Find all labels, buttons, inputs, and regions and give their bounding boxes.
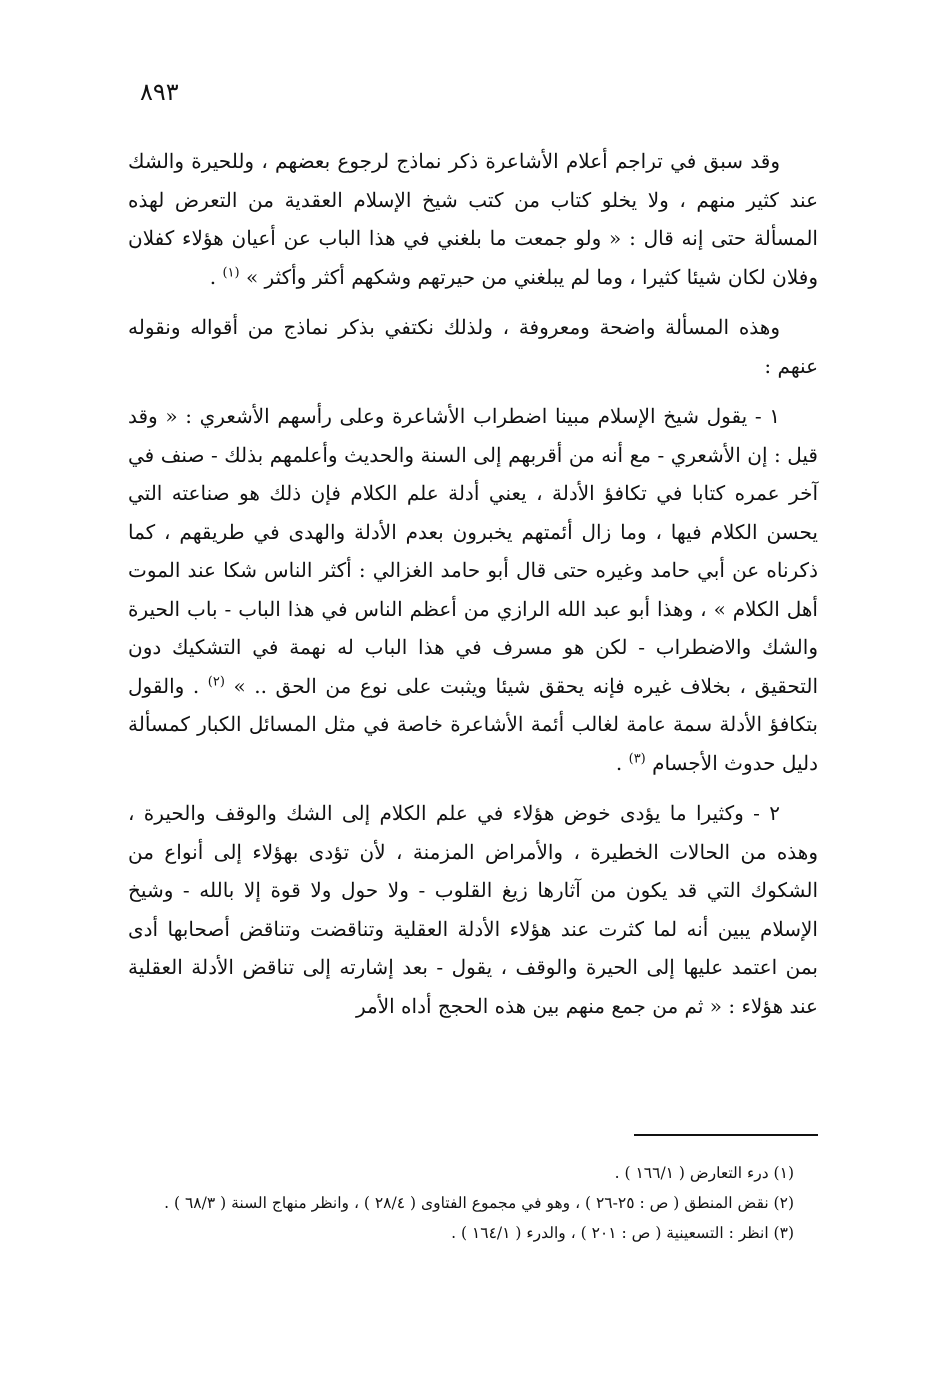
paragraph-point-2 — [128, 794, 818, 1025]
paragraph-text: ٢ - وكثيرا ما يؤدى خوض هؤلاء في علم الكلام إلى الشك والوقف والحيرة ، وهذه من الحالات الخطيرة ، والأمراض المزمنة ، لأن تؤدى بهؤلاء إلى أنواع من الشكوك التي قد يكون من آثارها زيغ القلوب - ولا حول ولا قوة إلا بالله - وشيخ الإسلام يبين أنه لما كثرت عند هؤلاء الأدلة العقلية وتناقضت وتناقض أصحابها أدى بمن اعتمد عليها إلى الحيرة والوقف ، يقول - بعد إشارته إلى تناقض الأدلة العقلية عند هؤلاء : « ثم من جمع منهم بين هذه الحجج أداه الأمر — [128, 801, 818, 1018]
end-mark: . — [615, 750, 623, 775]
paragraph-text: ١ - يقول شيخ الإسلام مبينا اضطراب الأشاعرة وعلى رأسهم الأشعري : « وقد قيل : إن الأشعري - مع أنه من أقربهم إلى السنة والحديث وأعلمهم بذلك - صنف في آخر عمره كتابا في تكافؤ الأدلة ، يعني أدلة علم الكلام فإن ذلك هو صناعته التي يحسن الكلام فيها ، وما زال أئمتهم يخبرون بعدم الأدلة والهدى في طريقهم ، كما ذكرناه عن أبي حامد وغيره حتى قال أبو حامد الغزالي : أكثر الناس شكا عند الموت أهل الكلام » ، وهذا أبو عبد الله الرازي من أعظم الناس في هذا الباب - باب الحيرة والشك والاضطراب - لكن هو مسرف في هذا الباب له نهمة في التشكيك دون التحقيق ، بخلاف غيره فإنه يحقق شيئا ويثبت على نوع من الحق .. » — [128, 404, 818, 698]
paragraph-summary — [128, 308, 818, 385]
footnote-ref-2: (٢) — [207, 673, 225, 689]
footnote-ref-3: (٣) — [628, 750, 646, 766]
footnotes — [128, 1158, 818, 1248]
footnote-1: (١) درء التعارض ( ١٦٦/١ ) . — [614, 1164, 794, 1182]
paragraph-text: وقد سبق في تراجم أعلام الأشاعرة ذكر نماذج لرجوع بعضهم ، وللحيرة والشك عند كثير منهم ، ولا يخلو كتاب من كتب شيخ الإسلام العقدية من التعرض لهذه المسألة حتى إنه قال : « ولو جمعت ما بلغني في هذا الباب عن أعيان هؤلاء كفلان وفلان لكان شيئا كثيرا ، وما لم يبلغني من حيرتهم وشكهم أكثر وأكثر » — [128, 149, 818, 289]
end-mark: . — [209, 264, 217, 289]
main-text — [128, 142, 818, 1037]
footnote-2: (٢) نقض المنطق ( ص : ٢٥-٢٦ ) ، وهو في مجموع الفتاوى ( ٢٨/٤ ) ، وانظر منهاج السنة ( ٦٨/٣ ) . — [164, 1194, 794, 1212]
paragraph-text: . والقول بتكافؤ الأدلة سمة عامة لغالب أئمة الأشاعرة خاصة في مثل المسائل الكبار كمسألة دليل حدوث الأجسام — [128, 673, 818, 775]
paragraph-text: وهذه المسألة واضحة ومعروفة ، ولذلك نكتفي بذكر نماذج من أقواله ونقوله عنهم : — [128, 315, 818, 378]
paragraph-point-1 — [128, 397, 818, 782]
footnote-divider — [634, 1134, 818, 1136]
paragraph-intro — [128, 142, 818, 296]
footnote-3: (٣) انظر : التسعينية ( ص : ٢٠١ ) ، والدرء ( ١٦٤/١ ) . — [451, 1224, 794, 1242]
page-number: ٨٩٣ — [140, 78, 179, 106]
footnote-ref-1: (١) — [222, 264, 240, 280]
